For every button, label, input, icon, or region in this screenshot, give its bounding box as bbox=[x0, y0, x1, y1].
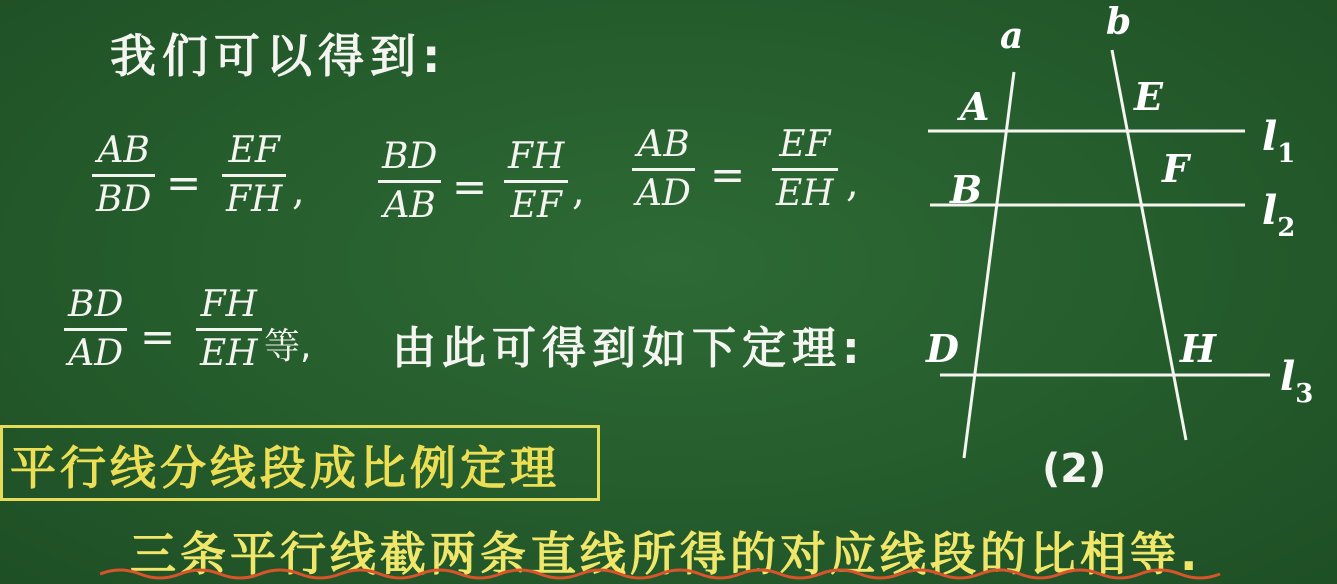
label-a: a bbox=[1000, 15, 1024, 57]
fraction-fh-eh bbox=[196, 284, 262, 375]
label-l1 bbox=[1262, 113, 1295, 169]
label-l2-sub: 2 bbox=[1277, 213, 1296, 243]
comma: , bbox=[846, 160, 859, 206]
derive-text: 由此可得到如下定理: bbox=[392, 323, 866, 374]
fraction-fh-ef bbox=[504, 136, 568, 227]
denominator: EH bbox=[776, 173, 834, 214]
label-point-f: F bbox=[1162, 146, 1189, 191]
equals-sign: = bbox=[452, 162, 488, 211]
numerator: FH bbox=[508, 136, 565, 177]
geometry-diagram bbox=[900, 0, 1337, 500]
fraction-bar bbox=[378, 180, 441, 183]
fraction-bar bbox=[196, 328, 262, 331]
label-l2-letter: l bbox=[1262, 187, 1278, 234]
equals-sign: = bbox=[166, 158, 202, 207]
fraction-bd-ab bbox=[378, 136, 441, 227]
fraction-bar bbox=[92, 174, 155, 177]
denominator: AD bbox=[636, 173, 691, 214]
numerator: FH bbox=[200, 284, 258, 325]
equals-sign: = bbox=[140, 312, 176, 361]
figure-caption: (2) bbox=[1042, 446, 1107, 492]
label-l3-letter: l bbox=[1280, 353, 1296, 400]
intro-text: 我们可以得到: bbox=[110, 29, 447, 83]
denominator: AB bbox=[383, 185, 436, 226]
label-point-e: E bbox=[1134, 74, 1163, 119]
fraction-bd-ad bbox=[64, 284, 127, 375]
label-l2 bbox=[1262, 187, 1295, 243]
theorem-title: 平行线分线段成比例定理 bbox=[10, 441, 560, 495]
deng-text: 等, bbox=[264, 326, 312, 367]
label-l3-sub: 3 bbox=[1295, 379, 1314, 409]
numerator: AB bbox=[637, 124, 690, 165]
theorem-statement: 三条平行线截两条直线所得的对应线段的比相等. bbox=[130, 527, 1202, 581]
fraction-ab-bd bbox=[92, 130, 155, 221]
denominator: BD bbox=[96, 179, 152, 220]
denominator: FH bbox=[226, 179, 283, 220]
fraction-bar bbox=[64, 328, 127, 331]
comma: , bbox=[292, 168, 305, 214]
denominator: AD bbox=[68, 333, 124, 374]
label-b: b bbox=[1106, 1, 1132, 43]
equals-sign: = bbox=[710, 150, 746, 199]
underline-path bbox=[100, 570, 1220, 578]
fraction-ab-ad bbox=[632, 124, 695, 215]
label-l3 bbox=[1280, 353, 1313, 409]
fraction-ef-eh bbox=[772, 124, 838, 215]
numerator: AB bbox=[97, 130, 150, 171]
label-point-h: H bbox=[1180, 326, 1216, 371]
fraction-ef-fh bbox=[222, 130, 286, 221]
numerator: BD bbox=[382, 136, 438, 177]
numerator: EF bbox=[228, 130, 280, 171]
numerator: EF bbox=[779, 124, 831, 165]
denominator: EF bbox=[510, 185, 562, 226]
fraction-bar bbox=[222, 174, 286, 177]
label-point-a: A bbox=[960, 84, 990, 129]
label-l1-letter: l bbox=[1262, 113, 1278, 160]
denominator: EH bbox=[200, 333, 258, 374]
wavy-underline bbox=[100, 566, 1240, 584]
fraction-bar bbox=[772, 168, 838, 171]
fraction-bar bbox=[504, 180, 568, 183]
label-point-b: B bbox=[950, 167, 983, 212]
label-point-d: D bbox=[926, 326, 959, 371]
comma: , bbox=[572, 168, 585, 214]
fraction-bar bbox=[632, 168, 695, 171]
label-l1-sub: 1 bbox=[1277, 139, 1296, 169]
numerator: BD bbox=[68, 284, 124, 325]
